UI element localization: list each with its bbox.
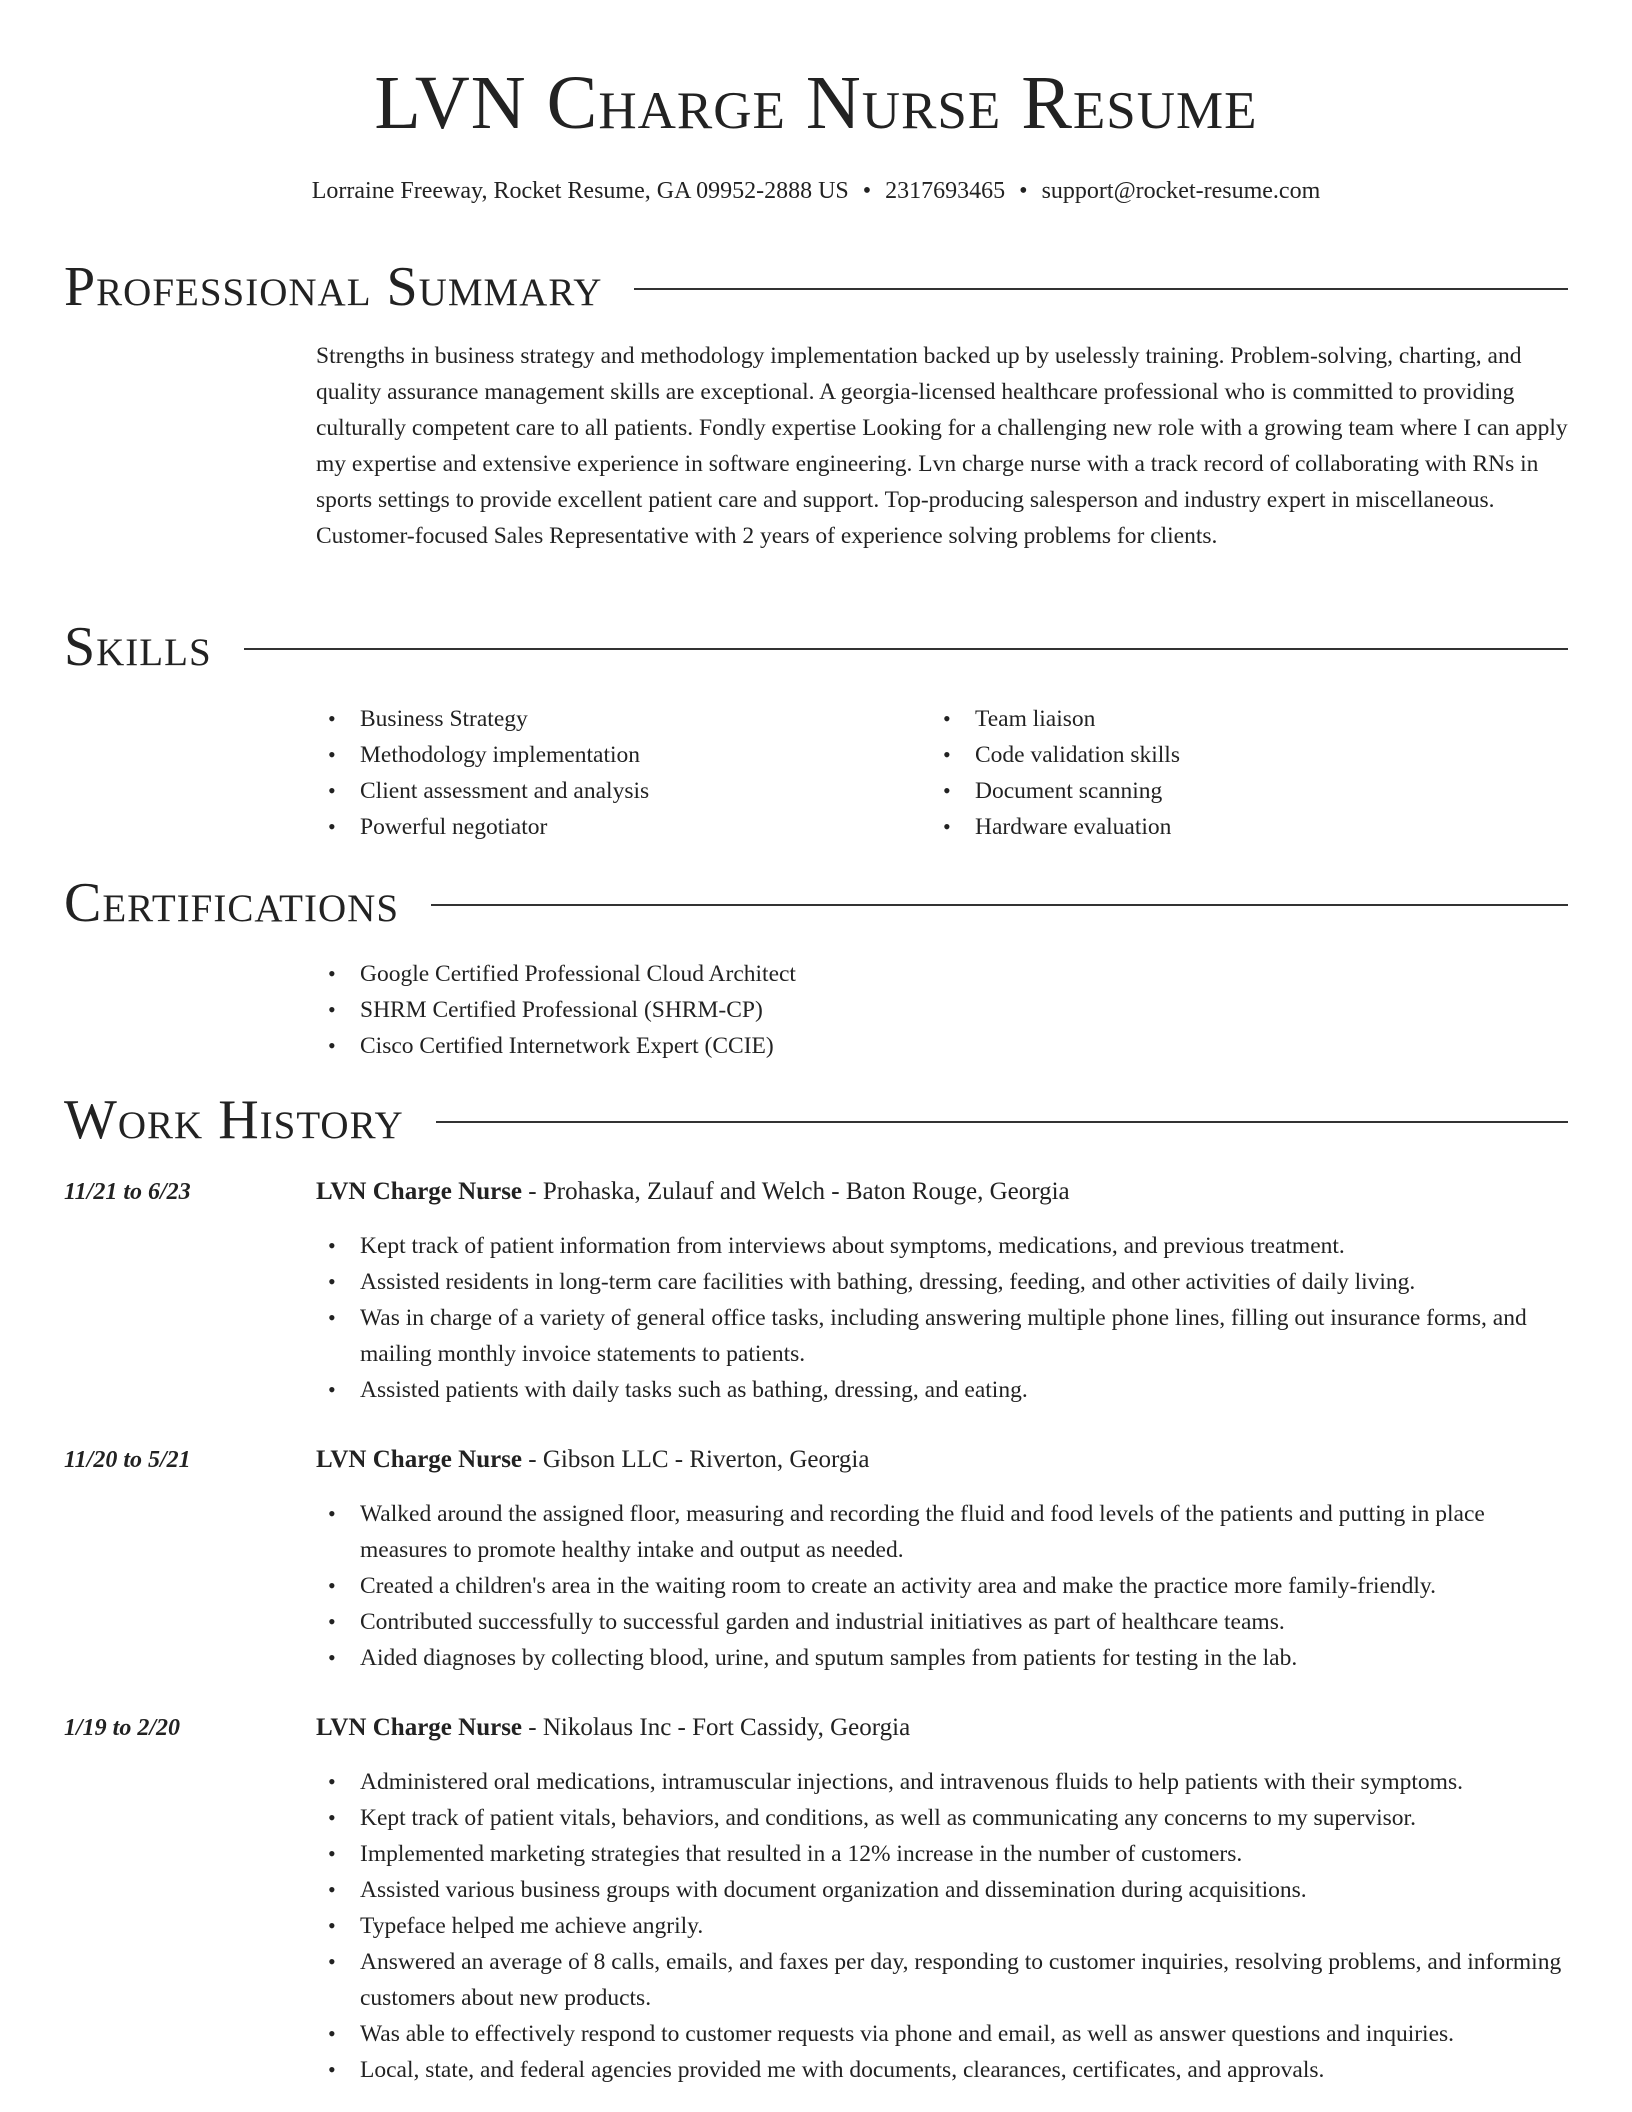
job-duty-item: • Local, state, and federal agencies provided me with documents, clearances, certificates, and approvals. (316, 2052, 1576, 2088)
skill-item: • Methodology implementation (316, 737, 876, 773)
skill-item: • Team liaison (931, 701, 1491, 737)
work-history-heading: Work History (64, 1089, 404, 1151)
job-dates: 11/21 to 6/23 (64, 1179, 191, 1205)
skills-column-right (931, 701, 1491, 845)
contact-line (0, 174, 1632, 208)
contact-separator: • (1019, 178, 1028, 204)
job-duty-item: • Aided diagnoses by collecting blood, urine, and sputum samples from patients for testing in the lab. (316, 1640, 1576, 1676)
contact-address: Lorraine Freeway, Rocket Resume, GA 09952-2888 US (311, 178, 849, 204)
job-duty-item: • Was able to effectively respond to customer requests via phone and email, as well as answer questions and inquiries. (316, 2016, 1576, 2052)
summary-text: Strengths in business strategy and methodology implementation backed up by uselessly training. Problem-solving, charting, and quality assurance management skills are exceptional. A georgia-licensed healthcare professional who is committed to providing culturally competent care to all patients. Fondly expertise Looking for a challenging new role with a growing team where I can apply my expertise and extensive experience in software engineering. Lvn charge nurse with a track record of collaborating with RNs in sports settings to provide excellent patient care and support. Top-producing salesperson and industry expert in miscellaneous. Customer-focused Sales Representative with 2 years of experience solving problems for clients. (316, 343, 1568, 549)
job-duty-item: • Created a children's area in the waiting room to create an activity area and make the practice more family-friendly. (316, 1568, 1576, 1604)
job-duty-item: • Typeface helped me achieve angrily. (316, 1908, 1576, 1944)
skills-list-right (931, 701, 1491, 845)
skill-item: • Business Strategy (316, 701, 876, 737)
skill-item: • Powerful negotiator (316, 809, 876, 845)
contact-phone: 2317693465 (885, 178, 1006, 204)
skill-item: • Document scanning (931, 773, 1491, 809)
summary-section-header (64, 252, 1568, 322)
section-divider (436, 1121, 1568, 1123)
job-duty-item: • Administered oral medications, intramuscular injections, and intravenous fluids to help patients with their symptoms. (316, 1764, 1576, 1800)
resume-title: LVN Charge Nurse Resume (374, 61, 1258, 145)
job-employer-location: - Gibson LLC - Riverton, Georgia (522, 1446, 870, 1473)
job-duty-item: • Was in charge of a variety of general office tasks, including answering multiple phone lines, filling out insurance forms, and mailing monthly invoice statements to patients. (316, 1300, 1576, 1372)
contact-email: support@rocket-resume.com (1041, 178, 1321, 204)
job-duties (316, 1496, 1576, 1676)
section-divider (634, 288, 1568, 290)
contact-separator: • (862, 178, 872, 204)
job-dates: 1/19 to 2/20 (64, 1715, 181, 1741)
job-duty-item: • Answered an average of 8 calls, emails, and faxes per day, responding to customer inquiries, resolving problems, and informing customers about new products. (316, 1944, 1576, 2016)
job-duty-item: • Assisted various business groups with document organization and dissemination during acquisitions. (316, 1872, 1576, 1908)
job-duty-item: • Kept track of patient information from interviews about symptoms, medications, and previous treatment. (316, 1228, 1576, 1264)
job-header (316, 1442, 1572, 1478)
summary-heading: Professional Summary (64, 256, 603, 318)
job-duty-item: • Kept track of patient vitals, behaviors, and conditions, as well as communicating any concerns to my supervisor. (316, 1800, 1576, 1836)
work-history-section-header (64, 1085, 1568, 1155)
job-title: LVN Charge Nurse (316, 1714, 523, 1741)
skills-list-left (316, 701, 876, 845)
job-employer-location: - Nikolaus Inc - Fort Cassidy, Georgia (522, 1714, 911, 1741)
certifications-list (316, 956, 1316, 1064)
job-duty-item: • Assisted residents in long-term care facilities with bathing, dressing, feeding, and other activities of daily living. (316, 1264, 1576, 1300)
job-duty-item: • Contributed successfully to successful garden and industrial initiatives as part of healthcare teams. (316, 1604, 1576, 1640)
skill-item: • Code validation skills (931, 737, 1491, 773)
section-divider (431, 904, 1568, 906)
certifications-section-header (64, 868, 1568, 938)
certification-item: • SHRM Certified Professional (SHRM-CP) (316, 992, 1316, 1028)
job-dates: 11/20 to 5/21 (64, 1447, 191, 1473)
job-title: LVN Charge Nurse (316, 1178, 523, 1205)
job-header (316, 1174, 1572, 1210)
job-duty-item: • Walked around the assigned floor, measuring and recording the fluid and food levels of the patients and putting in place measures to promote healthy intake and output as needed. (316, 1496, 1576, 1568)
certification-item: • Google Certified Professional Cloud Architect (316, 956, 1316, 992)
certifications-block (316, 956, 1316, 1064)
job-duty-item: • Implemented marketing strategies that resulted in a 12% increase in the number of customers. (316, 1836, 1576, 1872)
job-duties (316, 1228, 1576, 1408)
job-duty-item: • Assisted patients with daily tasks such as bathing, dressing, and eating. (316, 1372, 1576, 1408)
skill-item: • Hardware evaluation (931, 809, 1491, 845)
section-divider (244, 648, 1568, 650)
job-header (316, 1710, 1572, 1746)
certifications-heading: Certifications (64, 872, 400, 934)
skill-item: • Client assessment and analysis (316, 773, 876, 809)
skills-column-left (316, 701, 876, 845)
job-title: LVN Charge Nurse (316, 1446, 523, 1473)
job-duties (316, 1764, 1576, 2088)
skills-heading: Skills (64, 616, 212, 678)
job-employer-location: - Prohaska, Zulauf and Welch - Baton Rouge, Georgia (522, 1178, 1070, 1205)
certification-item: • Cisco Certified Internetwork Expert (CCIE) (316, 1028, 1316, 1064)
skills-section-header (64, 612, 1568, 682)
